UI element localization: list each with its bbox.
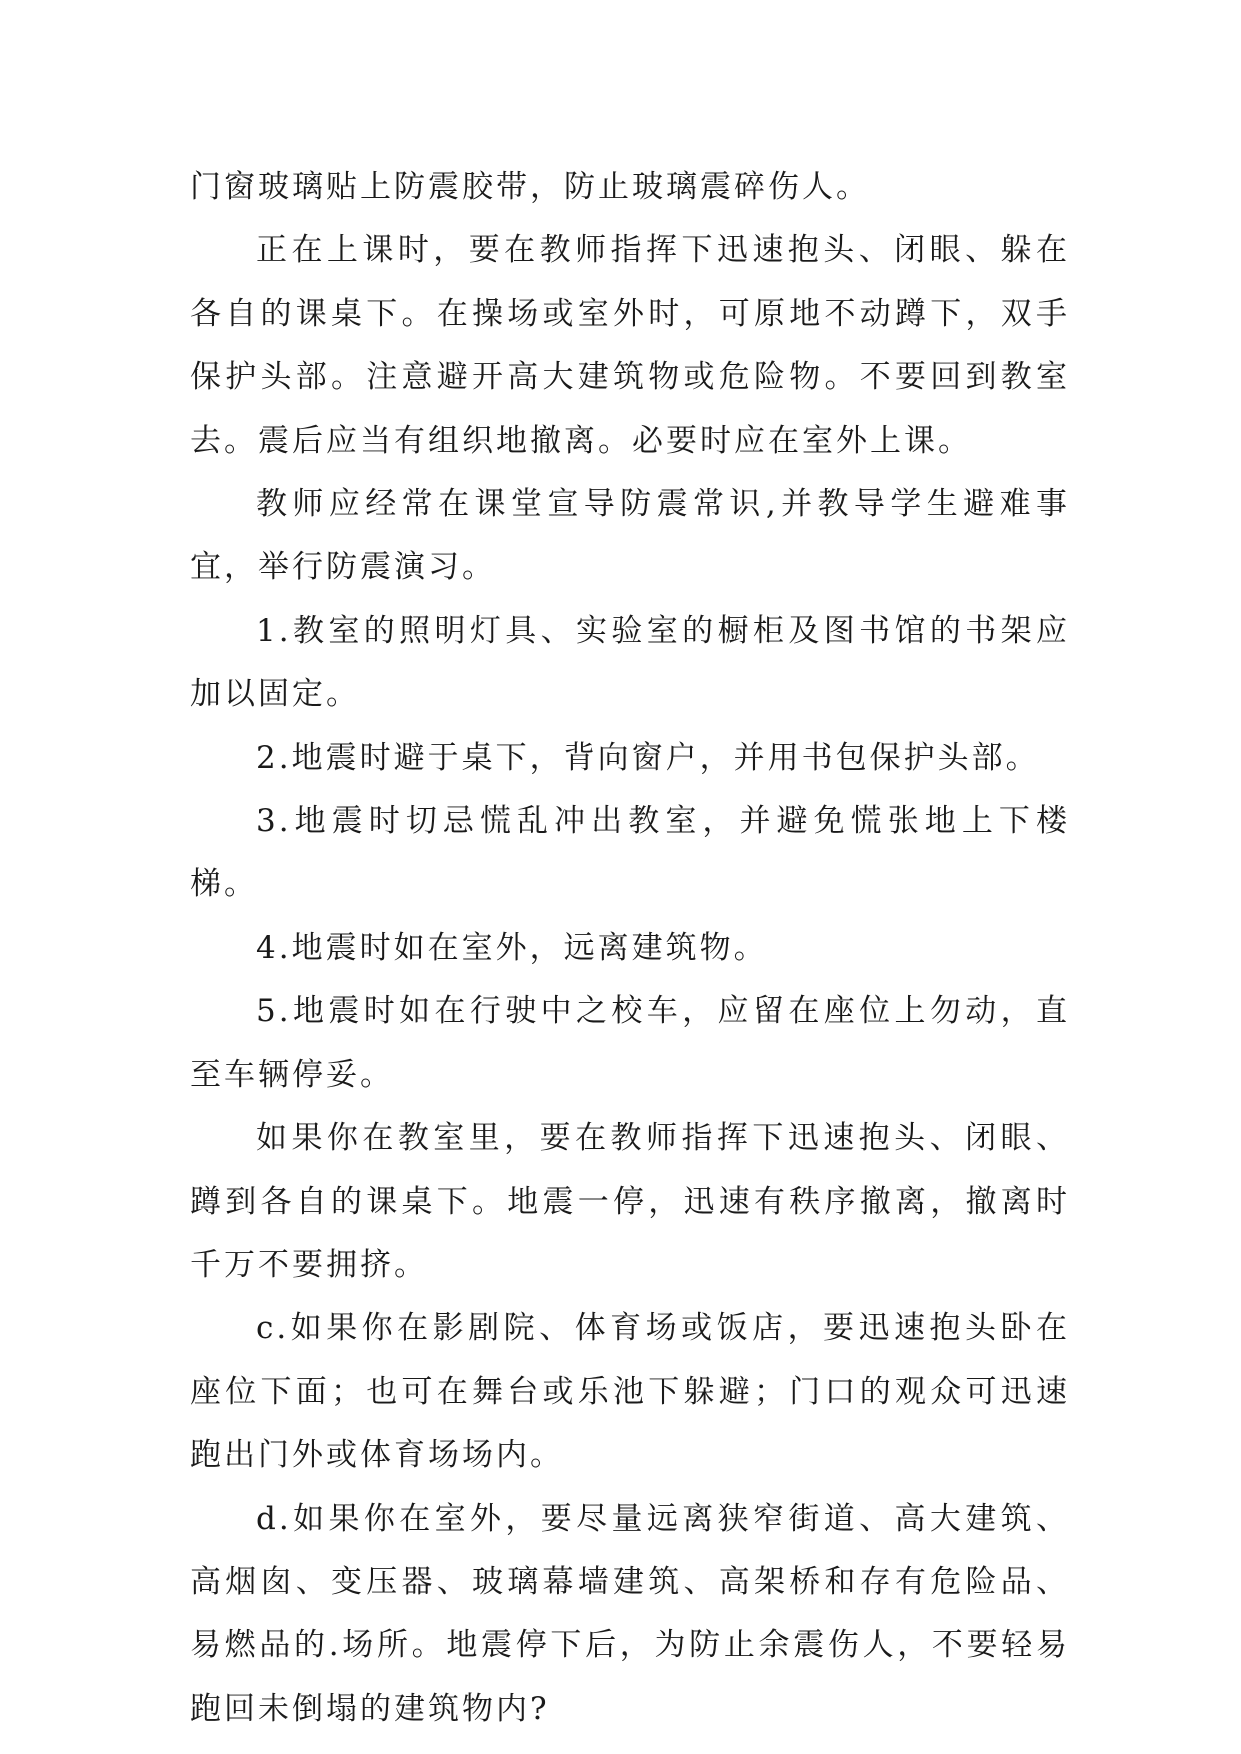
- paragraph-in-class: 正在上课时，要在教师指挥下迅速抱头、闭眼、躲在各自的课桌下。在操场或室外时，可原地不动蹲下，双手保护头部。注意避开高大建筑物或危险物。不要回到教室去。震后应当有组织地撤离。必要时应在室外上课。: [190, 232, 1070, 459]
- paragraph-window-tape: 门窗玻璃贴上防震胶带，防止玻璃震碎伤人。: [190, 169, 870, 205]
- list-item-3: 3.地震时切忌慌乱冲出教室，并避免慌张地上下楼梯。: [190, 803, 1070, 903]
- list-item-2: 2.地震时避于桌下，背向窗户，并用书包保护头部。: [256, 739, 1040, 776]
- list-item-1: 1.教室的照明灯具、实验室的橱柜及图书馆的书架应加以固定。: [190, 612, 1070, 713]
- list-item-5: 5.地震时如在行驶中之校车，应留在座位上勿动，直至车辆停妥。: [190, 993, 1070, 1093]
- paragraph-d-outdoors: d.如果你在室外，要尽量远离狭窄街道、高大建筑、高烟囱、变压器、玻璃幕墙建筑、高架桥和存有危险品、易燃品的.场所。地震停下后，为防止余震伤人，不要轻易跑回未倒塌的建筑物内?: [190, 1500, 1070, 1727]
- list-item-4: 4.地震时如在室外，远离建筑物。: [256, 929, 768, 966]
- paragraph-c-theater: c.如果你在影剧院、体育场或饭店，要迅速抱头卧在座位下面；也可在舞台或乐池下躲避；门口的观众可迅速跑出门外或体育场场内。: [190, 1310, 1070, 1474]
- paragraph-in-classroom: 如果你在教室里，要在教师指挥下迅速抱头、闭眼、蹲到各自的课桌下。地震一停，迅速有秩序撤离，撤离时千万不要拥挤。: [190, 1120, 1070, 1283]
- paragraph-teacher-drill: 教师应经常在课堂宣导防震常识,并教导学生避难事宜，举行防震演习。: [190, 486, 1070, 586]
- document-body: [190, 156, 1070, 1741]
